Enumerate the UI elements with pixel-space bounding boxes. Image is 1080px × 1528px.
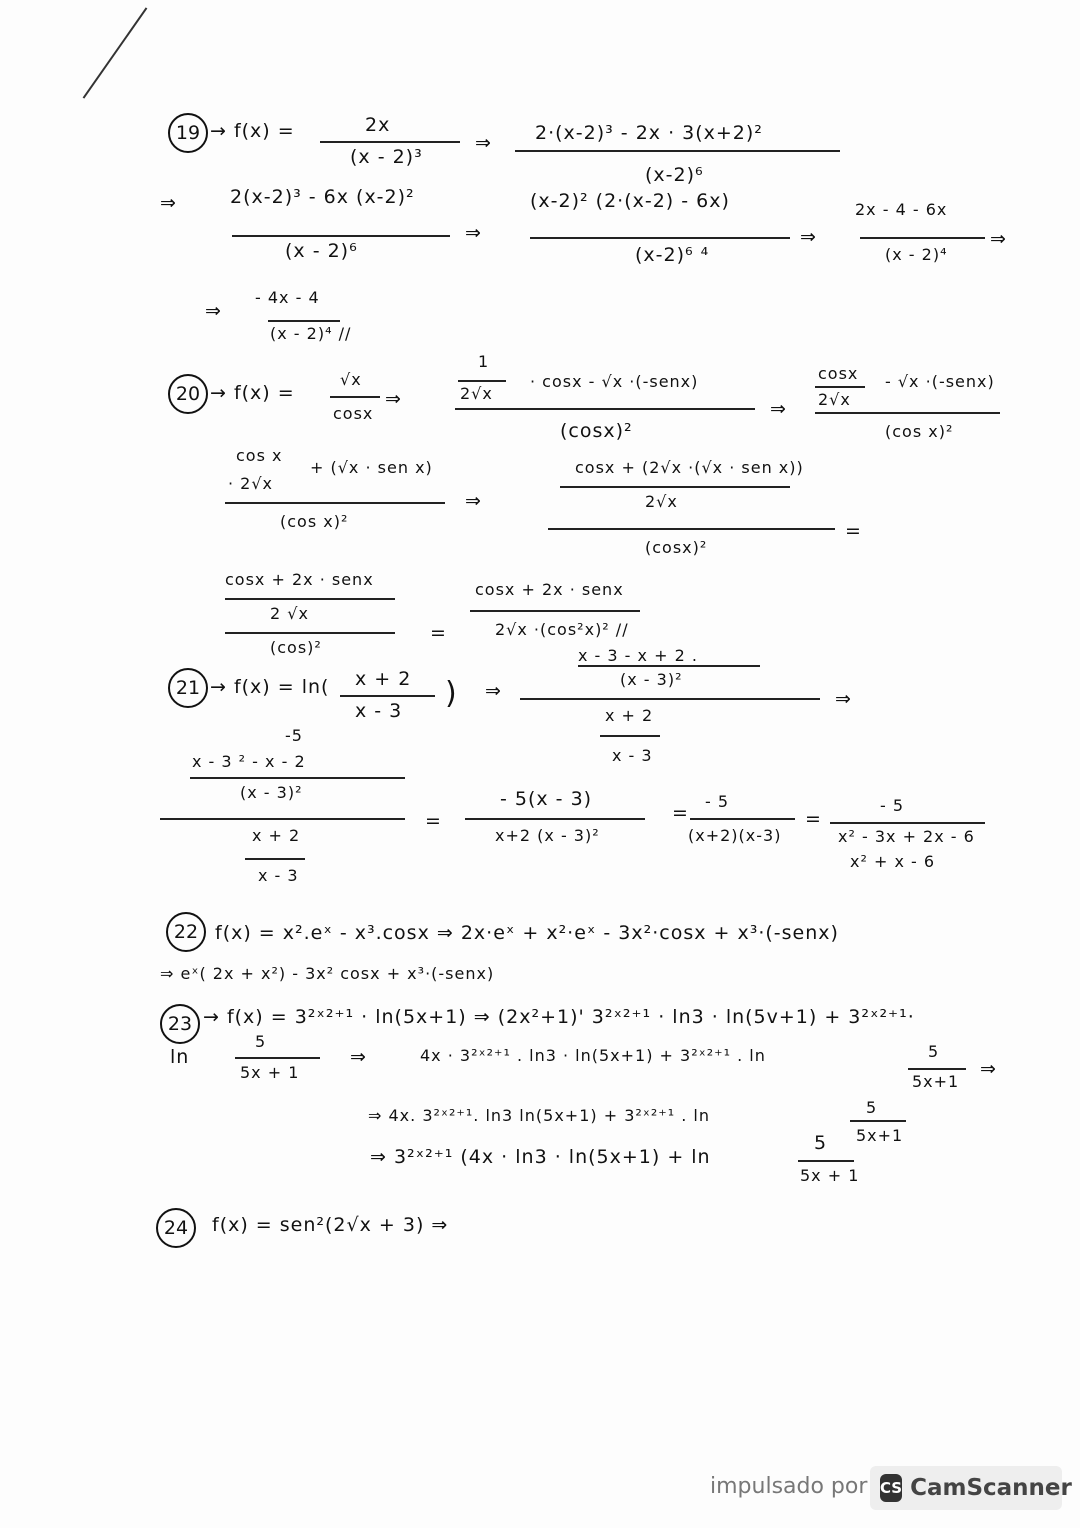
numerator: 2·(x-2)³ - 2x · 3(x+2)²: [535, 122, 763, 144]
denominator: 2√x: [460, 384, 493, 403]
numerator: cosx: [818, 364, 859, 383]
denominator: 2√x: [818, 390, 851, 409]
fraction-bar: [455, 408, 755, 410]
function-label: → f(x) =: [210, 382, 295, 404]
exercise-number: 19: [168, 113, 208, 153]
implies: ⇒: [990, 228, 1007, 250]
fraction-bar: [465, 818, 645, 820]
denominator: (x - 2)⁶: [285, 240, 358, 262]
denominator: (x-2)⁶: [645, 164, 704, 186]
exercise-number: 24: [156, 1208, 196, 1248]
denominator: 2√x: [645, 492, 678, 511]
numerator: x - 3 - x + 2 .: [578, 646, 698, 665]
numerator: - 5(x - 3): [500, 788, 593, 810]
fraction-bar: [548, 528, 835, 530]
numerator: 5: [866, 1098, 878, 1117]
numerator: x + 2: [252, 826, 301, 845]
fraction-bar: [268, 320, 340, 322]
equation-line: 4x · 3²ˣ²⁺¹ . ln3 · ln(5x+1) + 3²ˣ²⁺¹ . ln: [420, 1046, 766, 1065]
denominator: 5x + 1: [800, 1166, 860, 1185]
implies: ⇒: [465, 222, 482, 244]
equation-line: f(x) = sen²(2√x + 3) ⇒: [212, 1214, 449, 1236]
numerator: √x: [340, 370, 362, 389]
fraction-bar: [225, 632, 395, 634]
numerator: 5: [814, 1132, 828, 1154]
denominator: (x - 3)²: [620, 670, 683, 689]
equals: =: [425, 810, 442, 832]
equation-line: → f(x) = 3²ˣ²⁺¹ · ln(5x+1) ⇒ (2x²+1)' 3²ˣ²⁺¹ · ln3 · ln(5v+1) + 3²ˣ²⁺¹·: [203, 1006, 915, 1028]
denominator: (cos x)²: [885, 422, 954, 441]
denominator: (cos)²: [270, 638, 322, 657]
denominator: x - 3: [612, 746, 653, 765]
fraction-bar: [458, 380, 506, 382]
implies: ⇒: [485, 680, 502, 702]
numerator: x + 2: [355, 668, 412, 690]
equals: =: [430, 622, 447, 644]
denominator: 2√x ·(cos²x)² //: [495, 620, 629, 639]
denominator: x² - 3x + 2x - 6: [838, 827, 975, 846]
denominator: cosx: [333, 404, 374, 423]
fraction-bar: [160, 818, 405, 820]
equation-line: ⇒ 4x. 3²ˣ²⁺¹. ln3 ln(5x+1) + 3²ˣ²⁺¹ . ln: [368, 1106, 710, 1125]
numerator: x - 3 ² - x - 2: [192, 752, 306, 771]
equation-line: ⇒ 3²ˣ²⁺¹ (4x · ln3 · ln(5x+1) + ln: [370, 1146, 711, 1168]
denominator: (x - 3)²: [240, 783, 303, 802]
fraction-bar: [330, 396, 380, 398]
numerator: + (√x · sen x): [310, 458, 433, 477]
implies: ⇒: [160, 192, 177, 214]
numerator: 2(x-2)³ - 6x (x-2)²: [230, 186, 415, 208]
fraction-bar: [850, 1120, 906, 1122]
brand-name: CamScanner: [910, 1475, 1072, 1501]
fraction-bar: [908, 1068, 966, 1070]
fraction-bar: [190, 777, 405, 779]
numerator: - √x ·(-senx): [885, 372, 995, 391]
implies: ⇒: [835, 688, 852, 710]
denominator: (x - 2)³: [350, 146, 423, 168]
denominator: x+2 (x - 3)²: [495, 826, 600, 845]
numerator: x + 2: [605, 706, 654, 725]
denominator: (x+2)(x-3): [688, 826, 782, 845]
numerator: · cosx - √x ·(-senx): [530, 372, 699, 391]
pen-stroke: [83, 7, 148, 98]
numerator: cosx + 2x · senx: [475, 580, 624, 599]
denominator: x - 3: [355, 700, 403, 722]
denominator: x² + x - 6: [850, 852, 936, 871]
denominator: 5x+1: [912, 1072, 960, 1091]
exercise-number: 22: [166, 912, 206, 952]
fraction-bar: [245, 858, 305, 860]
close-paren: ): [445, 676, 458, 711]
denominator: 2 √x: [270, 604, 309, 623]
fraction-bar: [798, 1160, 854, 1162]
implies: ⇒: [980, 1058, 997, 1080]
fraction-bar: [530, 237, 790, 239]
denominator: (x-2)⁶ ⁴: [635, 244, 710, 266]
fraction-bar: [225, 598, 395, 600]
equation-line: ⇒ eˣ( 2x + x²) - 3x² cosx + x³·(-senx): [160, 964, 495, 983]
equals: =: [805, 808, 822, 830]
equals: =: [672, 802, 689, 824]
numerator: cosx + (2√x ·(√x · sen x)): [575, 458, 804, 477]
fraction-bar: [470, 610, 640, 612]
fraction-bar: [690, 818, 795, 820]
numerator: - 4x - 4: [255, 288, 320, 307]
denominator: 5x + 1: [240, 1063, 300, 1082]
fraction-bar: [232, 235, 450, 237]
implies: ⇒: [205, 300, 222, 322]
numerator: 2x: [365, 114, 391, 136]
exercise-number: 20: [168, 374, 208, 414]
fraction-bar: [515, 150, 840, 152]
denominator: (cos x)²: [280, 512, 349, 531]
cs-icon: CS: [880, 1474, 902, 1502]
fraction-bar: [225, 502, 445, 504]
fraction-bar: [578, 665, 760, 667]
exercise-number: 23: [160, 1004, 200, 1044]
implies: ⇒: [350, 1046, 367, 1068]
denominator: · 2√x: [228, 474, 274, 493]
implies: ⇒: [475, 132, 492, 154]
fraction-bar: [815, 386, 865, 388]
numerator: - 5: [880, 796, 905, 815]
implies: ⇒: [385, 388, 402, 410]
fraction-bar: [830, 822, 985, 824]
denominator: (x - 2)⁴ //: [270, 324, 352, 343]
fraction-bar: [340, 695, 435, 697]
exercise-number: 21: [168, 668, 208, 708]
ln-label: ln: [170, 1046, 190, 1068]
numerator: cosx + 2x · senx: [225, 570, 374, 589]
numerator: cos x: [236, 446, 283, 465]
numerator: (x-2)² (2·(x-2) - 6x): [530, 190, 730, 212]
denominator: (cosx)²: [645, 538, 708, 557]
superscript: -5: [285, 726, 303, 745]
function-label: → f(x) =: [210, 120, 295, 142]
function-label: → f(x) = ln(: [210, 676, 330, 698]
denominator: 5x+1: [856, 1126, 904, 1145]
implies: ⇒: [465, 490, 482, 512]
equation-line: f(x) = x².eˣ - x³.cosx ⇒ 2x·eˣ + x²·eˣ - 3x²·cosx + x³·(-senx): [215, 922, 839, 944]
fraction-bar: [560, 486, 790, 488]
fraction-bar: [320, 141, 460, 143]
numerator: 1: [478, 352, 490, 371]
equals: =: [845, 520, 862, 542]
watermark-text: impulsado por: [710, 1474, 868, 1499]
implies: ⇒: [770, 398, 787, 420]
fraction-bar: [235, 1057, 320, 1059]
fraction-bar: [815, 412, 1000, 414]
implies: ⇒: [800, 226, 817, 248]
numerator: 2x - 4 - 6x: [855, 200, 948, 219]
camscanner-logo: [870, 1466, 1072, 1510]
denominator: (x - 2)⁴: [885, 245, 948, 264]
fraction-bar: [860, 237, 985, 239]
fraction-bar: [520, 698, 820, 700]
denominator: (cosx)²: [560, 420, 633, 442]
fraction-bar: [600, 735, 660, 737]
numerator: - 5: [705, 792, 730, 811]
numerator: 5: [255, 1032, 267, 1051]
numerator: 5: [928, 1042, 940, 1061]
denominator: x - 3: [258, 866, 299, 885]
